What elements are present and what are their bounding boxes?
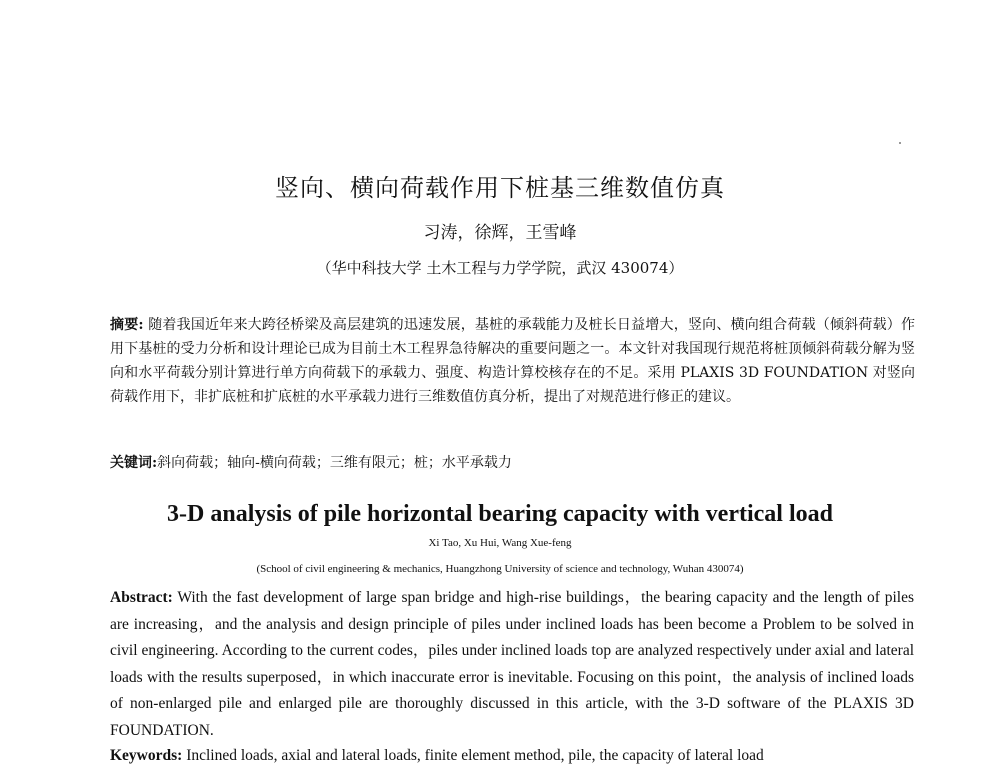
- chinese-keywords-label: 关键词:: [110, 455, 158, 471]
- english-keywords: [110, 743, 914, 769]
- english-abstract-label: Abstract:: [110, 589, 173, 606]
- chinese-abstract-label: 摘要:: [110, 317, 144, 333]
- english-abstract: [110, 585, 914, 744]
- chinese-authors: 习涛，徐辉，王雪峰: [423, 223, 577, 243]
- english-affiliation: (School of civil engineering & mechanics, Huangzhong University of science and technology, Wuhan 430074): [256, 563, 744, 575]
- chinese-title: 竖向、横向荷载作用下桩基三维数值仿真: [275, 174, 725, 202]
- chinese-keywords-text: 斜向荷载；轴向-横向荷载；三维有限元；桩；水平承载力: [157, 455, 512, 471]
- english-abstract-text: With the fast development of large span bridge and high-rise buildings，the bearing capacity and the length of piles are increasing，and the analysis and design principle of piles under inclined loads has been become a Problem to be solved in civil engineering. According to the current codes，piles under inclined loads top are analyzed respectively under axial and lateral loads with the results superposed，in which inaccurate error is inevitable. Focusing on this point，the analysis of inclined loads of non-enlarged pile and enlarged pile are thoroughly discussed in this article, with the 3-D software of the PLAXIS 3D FOUNDATION.: [110, 589, 914, 739]
- english-keywords-text: Inclined loads, axial and lateral loads, finite element method, pile, the capacity of lateral load: [182, 747, 764, 764]
- scan-speck: [899, 142, 901, 144]
- chinese-abstract-text: 随着我国近年来大跨径桥梁及高层建筑的迅速发展，基桩的承载能力及桩长日益增大，竖向、横向组合荷载（倾斜荷载）作用下基桩的受力分析和设计理论已成为目前土木工程界急待解决的重要问题之一。本文针对我国现行规范将桩顶倾斜荷载分解为竖向和水平荷载分别计算进行单方向荷载下的承载力、强度、构造计算校核存在的不足。采用 PLAXIS 3D FOUNDATION 对竖向荷载作用下，非扩底桩和扩底桩的水平承载力进行三维数值仿真分析，提出了对规范进行修正的建议。: [110, 317, 915, 405]
- english-authors: Xi Tao, Xu Hui, Wang Xue-feng: [428, 537, 572, 549]
- english-title: 3-D analysis of pile horizontal bearing capacity with vertical load: [167, 501, 833, 527]
- english-keywords-label: Keywords:: [110, 747, 183, 764]
- chinese-keywords: [110, 451, 915, 475]
- chinese-affiliation: （华中科技大学 土木工程与力学学院，武汉 430074）: [316, 259, 684, 277]
- chinese-abstract: [110, 313, 915, 409]
